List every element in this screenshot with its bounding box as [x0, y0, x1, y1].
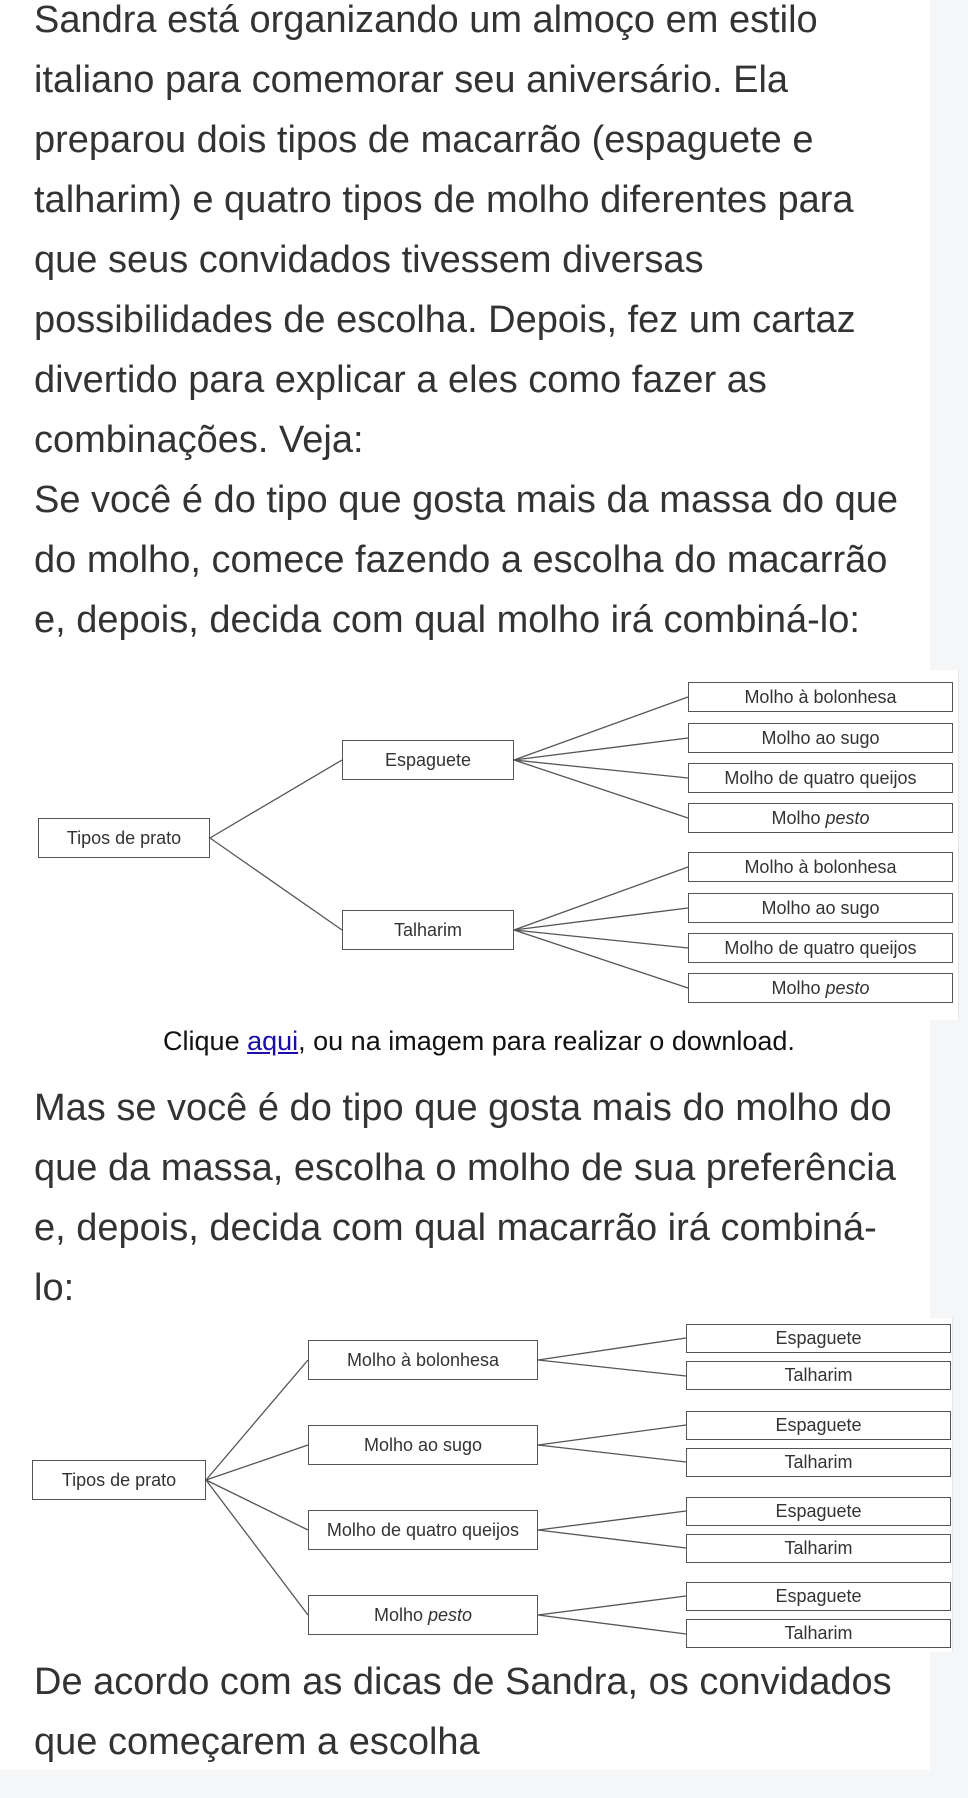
question-paragraph	[34, 1652, 954, 1772]
sauce-node-quatro-queijos: Molho de quatro queijos	[308, 1510, 538, 1550]
root-node: Tipos de prato	[32, 1460, 206, 1500]
connector-line	[514, 867, 688, 930]
pasta-first-tree-diagram[interactable]	[0, 670, 959, 1020]
connector-line	[538, 1596, 686, 1615]
sauce-node-pesto	[308, 1595, 538, 1635]
connector-line	[514, 908, 688, 930]
text-line: italiano para comemorar seu aniversário. Ela	[34, 59, 789, 101]
connector-line	[538, 1338, 686, 1360]
text-line: e, depois, decida com qual molho irá combiná-lo:	[34, 599, 860, 641]
sauce-node-quatro-queijos: Molho de quatro queijos	[688, 933, 953, 963]
pasta-node-espaguete: Espaguete	[342, 740, 514, 780]
connector-line	[538, 1511, 686, 1530]
text-line: que começarem a escolha	[34, 1721, 480, 1763]
connector-line	[514, 697, 688, 760]
sauce-first-paragraph	[34, 1078, 954, 1318]
connector-line	[206, 1480, 308, 1530]
connector-line	[538, 1425, 686, 1445]
sauce-node-pesto	[688, 973, 953, 1003]
caption-prefix: Clique	[163, 1026, 248, 1056]
text-line: Sandra está organizando um almoço em estilo	[34, 0, 818, 41]
sauce-node-sugo: Molho ao sugo	[688, 893, 953, 923]
pasta-node-talharim: Talharim	[686, 1619, 951, 1648]
pasta-node-talharim: Talharim	[686, 1448, 951, 1477]
sauce-label: Molho	[771, 807, 821, 828]
text-line: e, depois, decida com qual macarrão irá combiná-	[34, 1207, 877, 1249]
sauce-node-bolonhesa: Molho à bolonhesa	[688, 852, 953, 882]
sauce-node-pesto	[688, 803, 953, 833]
sauce-node-sugo: Molho ao sugo	[308, 1425, 538, 1465]
pasta-node-espaguete: Espaguete	[686, 1497, 951, 1526]
pasta-node-espaguete: Espaguete	[686, 1411, 951, 1440]
pasta-node-talharim: Talharim	[686, 1534, 951, 1563]
text-line: preparou dois tipos de macarrão (espaguete e	[34, 119, 814, 161]
sauce-node-bolonhesa: Molho à bolonhesa	[308, 1340, 538, 1380]
intro-paragraph	[34, 0, 954, 470]
sauce-node-bolonhesa: Molho à bolonhesa	[688, 682, 953, 712]
connector-line	[210, 838, 342, 930]
pasta-node-espaguete: Espaguete	[686, 1324, 951, 1353]
root-node: Tipos de prato	[38, 818, 210, 858]
pasta-first-paragraph	[34, 470, 954, 650]
text-line: do molho, comece fazendo a escolha do macarrão	[34, 539, 888, 581]
caption-suffix: , ou na imagem para realizar o download.	[298, 1026, 795, 1056]
pasta-node-talharim: Talharim	[342, 910, 514, 950]
text-line: Mas se você é do tipo que gosta mais do molho do	[34, 1087, 892, 1129]
connector-line	[538, 1615, 686, 1634]
download-caption	[0, 1026, 958, 1057]
pasta-node-espaguete: Espaguete	[686, 1582, 951, 1611]
text-line: lo:	[34, 1267, 75, 1309]
connector-line	[538, 1445, 686, 1462]
text-line: talharim) e quatro tipos de molho diferentes para	[34, 179, 854, 221]
text-line: De acordo com as dicas de Sandra, os convidados	[34, 1661, 892, 1703]
sauce-label: Molho	[373, 1604, 423, 1625]
connector-line	[514, 738, 688, 760]
text-line: que da massa, escolha o molho de sua preferência	[34, 1147, 896, 1189]
connector-line	[538, 1530, 686, 1548]
download-link[interactable]: aqui	[247, 1026, 299, 1056]
text-line: Se você é do tipo que gosta mais da massa do que	[34, 479, 898, 521]
sauce-node-sugo: Molho ao sugo	[688, 723, 953, 753]
sauce-label-italic: pesto	[825, 807, 870, 828]
sauce-node-quatro-queijos: Molho de quatro queijos	[688, 763, 953, 793]
connector-line	[210, 760, 342, 838]
sauce-label: Molho	[771, 977, 821, 998]
text-line: divertido para explicar a eles como fazer as	[34, 359, 767, 401]
sauce-label-italic: pesto	[825, 977, 870, 998]
text-line: que seus convidados tivessem diversas	[34, 239, 704, 281]
sauce-first-tree-diagram	[0, 1318, 953, 1652]
text-line: combinações. Veja:	[34, 419, 364, 461]
sauce-label-italic: pesto	[428, 1604, 473, 1625]
connector-line	[206, 1480, 308, 1615]
pasta-node-talharim: Talharim	[686, 1361, 951, 1390]
connector-line	[538, 1360, 686, 1376]
text-line: possibilidades de escolha. Depois, fez um cartaz	[34, 299, 856, 341]
